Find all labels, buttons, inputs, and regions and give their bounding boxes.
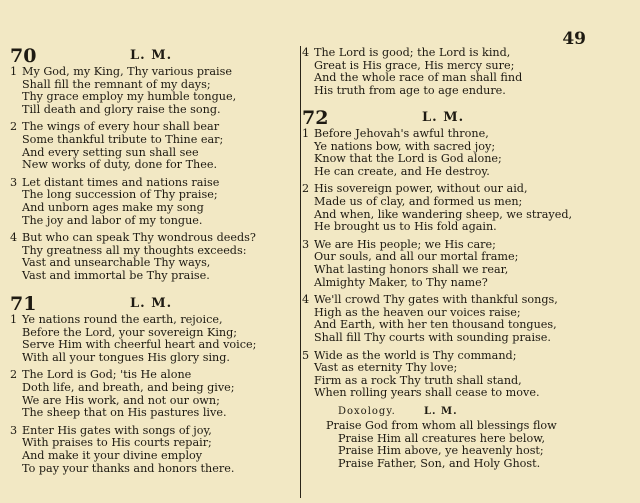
hymn-line: He can create, and He destroy.: [314, 164, 490, 178]
hymn-line: The sheep that on His pastures live.: [22, 406, 227, 420]
stanza-number: 5: [302, 348, 310, 362]
hymn-line: Serve Him with cheerful heart and voice;: [22, 338, 257, 352]
doxology-line: Praise Him all creatures here below,: [338, 431, 546, 445]
doxology-meter: L. M.: [424, 406, 458, 417]
stanza: [302, 128, 634, 178]
hymn-line: When rolling years shall cease to move.: [314, 386, 540, 400]
hymn-line: With all your tongues His glory sing.: [22, 350, 230, 364]
hymn-70: [10, 46, 300, 283]
stanza-number: 3: [10, 175, 18, 189]
stanza-number: 3: [10, 423, 18, 437]
stanza: [302, 47, 634, 97]
hymn-line: Shall fill the remnant of my days;: [22, 77, 211, 91]
stanza-number: 1: [302, 127, 310, 140]
hymn-line: To pay your thanks and honors there.: [22, 461, 235, 475]
hymn-line: Thy greatness all my thoughts exceeds:: [22, 243, 247, 257]
stanza: [302, 350, 634, 400]
stanza-number: 4: [302, 293, 310, 307]
hymn-line: We are His work, and not our own;: [22, 393, 220, 407]
hymn-line: His sovereign power, without our aid,: [314, 182, 528, 196]
stanza-number: 2: [10, 120, 18, 134]
stanza: [302, 183, 634, 233]
doxology: [302, 404, 634, 470]
hymn-line: High as the heaven our voices raise;: [314, 305, 521, 319]
hymn-line: Vast and unsearchable Thy ways,: [22, 256, 211, 270]
hymn-line: Ye nations bow, with sacred joy;: [314, 139, 496, 153]
hymn-line: He brought us to His fold again.: [314, 220, 497, 234]
hymn-meter: L. M.: [130, 48, 173, 63]
hymn-line: We are His people; we His care;: [314, 237, 496, 251]
hymn-line: Let distant times and nations raise: [22, 175, 220, 189]
hymn-number: 72: [302, 107, 329, 129]
stanza: [10, 425, 300, 475]
hymn-line: We'll crowd Thy gates with thankful songs,: [314, 293, 558, 307]
hymn-line: With praises to His courts repair;: [22, 436, 212, 450]
hymn-line: Shall fill Thy courts with sounding praise.: [314, 330, 551, 344]
doxology-line: Praise God from whom all blessings flow: [326, 419, 557, 432]
column-divider: [300, 46, 301, 498]
page-number: 49: [562, 29, 586, 49]
hymn-line: The wings of every hour shall bear: [22, 120, 220, 134]
doxology-title: Doxology.: [338, 406, 396, 417]
hymn-line: Vast and immortal be Thy praise.: [22, 268, 210, 282]
hymn-meter: L. M.: [130, 296, 173, 311]
hymn-line: Great is His grace, His mercy sure;: [314, 58, 515, 72]
hymn-line: Vast as eternity Thy love;: [314, 361, 458, 375]
hymn-line: My God, my King, Thy various praise: [22, 65, 232, 78]
hymn-line: The joy and labor of my tongue.: [22, 213, 203, 227]
hymn-71-continued: [302, 47, 634, 97]
stanza-number: 2: [10, 368, 18, 382]
hymn-line: The Lord is God; 'tis He alone: [22, 368, 192, 382]
hymn-line: And every setting sun shall see: [22, 145, 199, 159]
hymn-71: [10, 294, 300, 475]
hymn-72: [302, 108, 634, 400]
stanza-number: 3: [302, 237, 310, 251]
stanza-number: 1: [10, 65, 18, 78]
hymn-line: The long succession of Thy praise;: [22, 188, 218, 202]
hymn-line: What lasting honors shall we rear,: [314, 262, 509, 276]
stanza-number: 1: [10, 313, 18, 326]
hymn-line: And unborn ages make my song: [22, 200, 204, 214]
stanza: [10, 232, 300, 282]
hymn-line: Before Jehovah's awful throne,: [314, 127, 489, 140]
hymn-line: Till death and glory raise the song.: [22, 102, 221, 116]
hymn-line: Ye nations round the earth, rejoice,: [22, 313, 223, 326]
hymn-line: His truth from age to age endure.: [314, 83, 506, 97]
hymn-number: 71: [10, 293, 37, 315]
hymn-line: And the whole race of man shall find: [314, 71, 523, 85]
hymn-line: New works of duty, done for Thee.: [22, 158, 218, 172]
hymn-line: Our souls, and all our mortal frame;: [314, 250, 519, 264]
hymn-line: Wide as the world is Thy command;: [314, 348, 517, 362]
hymn-line: And make it your divine employ: [22, 448, 203, 462]
stanza: [10, 121, 300, 171]
stanza-number: 4: [302, 46, 310, 59]
stanza-number: 2: [302, 182, 310, 196]
hymn-line: Firm as a rock Thy truth shall stand,: [314, 373, 522, 387]
stanza-number: 4: [10, 231, 18, 245]
stanza: [302, 294, 634, 344]
stanza: [302, 239, 634, 289]
hymn-number: 70: [10, 45, 37, 67]
stanza: [10, 66, 300, 116]
hymn-line: Some thankful tribute to Thine ear;: [22, 132, 224, 146]
hymn-line: Enter His gates with songs of joy,: [22, 423, 212, 437]
hymn-line: And when, like wandering sheep, we strayed,: [314, 207, 573, 221]
hymn-line: Thy grace employ my humble tongue,: [22, 90, 237, 104]
doxology-line: Praise Him above, ye heavenly host;: [338, 444, 544, 458]
hymn-line: But who can speak Thy wondrous deeds?: [22, 231, 256, 245]
stanza: [10, 314, 300, 364]
hymn-line: Before the Lord, your sovereign King;: [22, 325, 238, 339]
doxology-line: Praise Father, Son, and Holy Ghost.: [338, 456, 541, 470]
hymn-meter: L. M.: [422, 110, 465, 125]
hymn-line: Doth life, and breath, and being give;: [22, 380, 235, 394]
hymn-line: The Lord is good; the Lord is kind,: [314, 46, 511, 59]
hymn-line: And Earth, with her ten thousand tongues,: [314, 318, 557, 332]
hymn-line: Almighty Maker, to Thy name?: [314, 275, 488, 289]
stanza: [10, 177, 300, 227]
hymn-line: Know that the Lord is God alone;: [314, 152, 502, 166]
hymn-line: Made us of clay, and formed us men;: [314, 194, 523, 208]
stanza: [10, 369, 300, 419]
